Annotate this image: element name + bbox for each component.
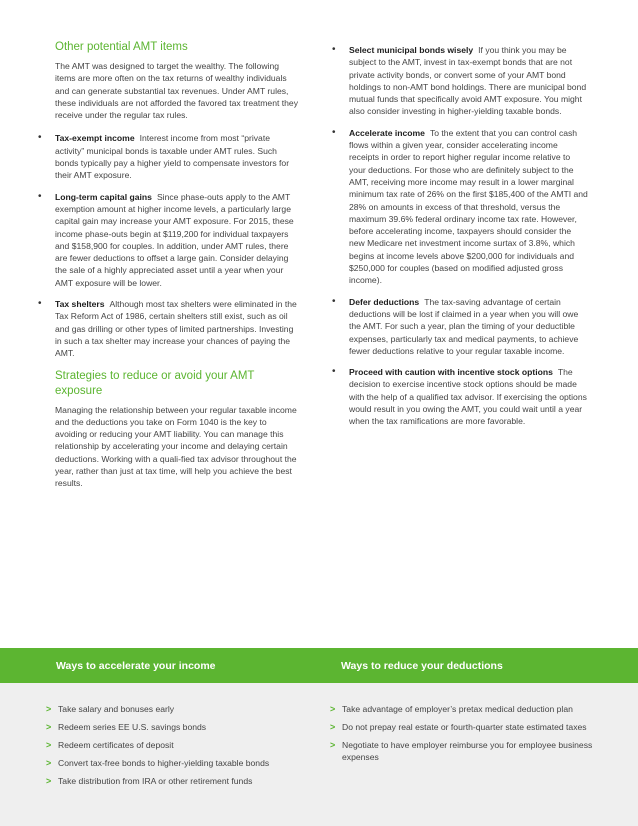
chevron-right-icon: >: [330, 704, 336, 714]
chevron-right-icon: >: [330, 739, 336, 750]
heading-strategies: Strategies to reduce or avoid your AMT exposure: [55, 369, 255, 397]
chevron-right-icon: >: [46, 739, 52, 750]
strategy-list: [330, 44, 588, 428]
tip-text: Take salary and bonuses early: [58, 704, 175, 714]
item-lead: Defer deductions: [349, 296, 420, 307]
tip-text: Do not prepay real estate or fourth-quarter state estimated taxes: [342, 721, 587, 732]
accelerate-income-list: [46, 703, 316, 793]
left-column: [36, 40, 298, 490]
tips-panel: [0, 683, 638, 826]
item-text: Although most tax shelters were eliminated in the Tax Reform Act of 1986, certain shelters still exist, such as oil and gas drilling or other types of limited partnerships. Investing in such a tax shelter may increase your chances of paying the AMT.: [55, 299, 297, 359]
list-item: [36, 298, 298, 359]
list-item: [330, 44, 588, 118]
item-text: Since phase-outs apply to the AMT exemption amount at higher income levels, a particularly large capital gain may increase your AMT exposure. For 2015, these income phase-outs begin at $119,200 for individual taxpayers and $158,900 for couples. In addition, under AMT rules, there are fewer deductions to offset a large gain. Consider delaying the sale of a highly appreciated asset until a year when your AMT exposure will be lower.: [55, 191, 294, 288]
item-text: The decision to exercise incentive stock options should be made with the help of a qualified tax advisor. If exercising the options would result in you owing the AMT, you could wait until a year when the tax ramifications are more favorable.: [349, 367, 587, 427]
list-item: [46, 775, 316, 787]
item-lead: Select municipal bonds wisely: [349, 45, 474, 55]
bullet-dot-icon: •: [332, 295, 336, 307]
list-item: [36, 191, 298, 289]
chevron-right-icon: >: [46, 704, 52, 714]
bullet-dot-icon: •: [332, 366, 336, 378]
item-lead: Accelerate income: [349, 127, 425, 138]
item-text: The tax-saving advantage of certain deductions will be lost if claimed in a year when you will owe the AMT. For such a year, plan the timing of your deductible expenses, particularly tax and medical payments, to achieve fewer deductions relative to your regular taxable income.: [349, 296, 579, 356]
chevron-right-icon: >: [46, 775, 52, 786]
bullet-dot-icon: •: [332, 126, 336, 138]
list-item: [330, 739, 620, 764]
right-column: [330, 40, 588, 437]
chevron-right-icon: >: [330, 721, 336, 732]
chevron-right-icon: >: [46, 721, 52, 732]
item-text: If you think you may be subject to the AMT, invest in tax-exempt bonds that are not private activity bonds, or convert some of your AMT bond holdings to non-AMT bond holdings. There are municipal bond mutual funds that specifically avoid AMT exposure. You might also consider investing in higher-yielding taxable bonds.: [349, 45, 587, 117]
bullet-dot-icon: •: [38, 132, 42, 144]
tip-text: Take distribution from IRA or other retirement funds: [58, 775, 253, 786]
bullet-dot-icon: •: [38, 298, 42, 310]
chevron-right-icon: >: [46, 757, 52, 768]
reduce-deductions-list: [330, 703, 620, 769]
tip-text: Negotiate to have employer reimburse you for employee business expenses: [342, 739, 593, 763]
item-text: Interest income from most “private activity” municipal bonds is taxable under AMT rules. Such bonds typically pay a higher yield to compensate investors for their AMT exposure.: [55, 133, 290, 181]
item-lead: Tax-exempt income: [55, 133, 135, 144]
strategies-paragraph: Managing the relationship between your regular taxable income and the deductions you take on Form 1040 is the key to avoiding or reducing your AMT liability. You can manage this relationship by accelerating your income and delaying certain deductions. Working with a quali-fied tax advisor throughout the year, rather than just at tax time, will help you achieve the best results.: [55, 404, 297, 489]
heading-other-amt-items: Other potential AMT items: [55, 41, 188, 53]
tip-text: Redeem certificates of deposit: [58, 739, 174, 750]
list-item: [330, 127, 588, 287]
item-lead: Long-term capital gains: [55, 191, 152, 202]
tips-header-band: [0, 648, 638, 683]
bullet-dot-icon: •: [38, 190, 42, 202]
list-item: [330, 366, 588, 427]
reduce-deductions-title: Ways to reduce your deductions: [341, 660, 503, 672]
item-lead: Proceed with caution with incentive stock options: [349, 367, 553, 378]
bullet-dot-icon: •: [332, 44, 336, 55]
list-item: [330, 703, 620, 715]
tip-text: Convert tax-free bonds to higher-yielding taxable bonds: [58, 757, 270, 768]
list-item: [46, 739, 316, 751]
tip-text: Take advantage of employer’s pretax medical deduction plan: [342, 704, 573, 714]
accelerate-income-title: Ways to accelerate your income: [56, 660, 216, 672]
list-item: [46, 703, 316, 715]
tip-text: Redeem series EE U.S. savings bonds: [58, 721, 207, 732]
intro-paragraph: The AMT was designed to target the wealthy. The following items are more often on the tax returns of wealthy individuals and can generate substantial tax revenues. Under AMT rules, these individuals are not afforded the favored tax treatment they receive under the regular tax rules.: [55, 61, 299, 121]
item-lead: Tax shelters: [55, 299, 105, 310]
list-item: [46, 757, 316, 769]
list-item: [330, 296, 588, 357]
amt-items-list: [36, 132, 298, 359]
list-item: [36, 132, 298, 181]
item-text: To the extent that you can control cash flows within a given year, consider accelerating income receipts in order to report higher regular income relative to your deductions. For those who are definitely subject to the AMT, receiving more income may result in a lower marginal minimum tax rate of 26% on the first $185,400 of the AMTI and 28% on amounts in excess of that threshold, versus the maximum 39.6% federal ordinary income tax rate. However, before accelerating income, taxpayers should consider the new Medicare net investment income surtax of 3.8%, which begins at income levels above $200,000 for individuals and $250,000 for couples (based on modified adjusted gross income).: [349, 127, 588, 286]
list-item: [330, 721, 620, 733]
list-item: [46, 721, 316, 733]
